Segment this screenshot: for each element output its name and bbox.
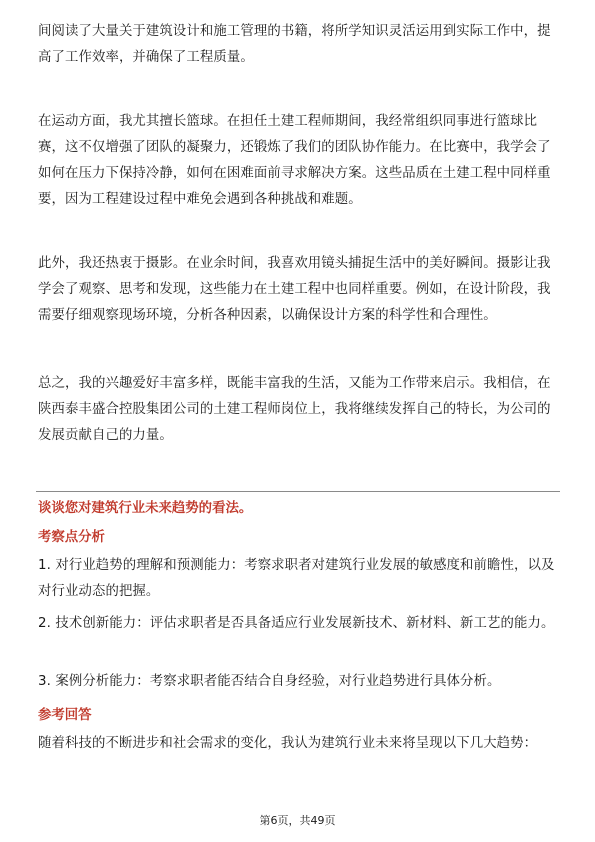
page-number: 第6页，共49页 <box>259 814 336 827</box>
section-divider <box>36 491 560 492</box>
answer-intro: 随着科技的不断进步和社会需求的变化，我认为建筑行业未来将呈现以下几大趋势： <box>38 736 538 751</box>
analysis-point-1: 1. 对行业趋势的理解和预测能力：考察求职者对建筑行业发展的敏感度和前瞻性，以及对行业动态的把握。 <box>38 558 555 599</box>
analysis-heading: 考察点分析 <box>38 530 105 545</box>
paragraph-summary: 总之，我的兴趣爱好丰富多样，既能丰富我的生活，又能为工作带来启示。我相信，在陕西泰丰盛合控股集团公司的土建工程师岗位上，我将继续发挥自己的特长，为公司的发展贡献自己的力量。 <box>38 376 551 443</box>
analysis-point-2: 2. 技术创新能力：评估求职者是否具备适应行业发展新技术、新材料、新工艺的能力。 <box>38 616 555 631</box>
paragraph-photography: 此外，我还热衷于摄影。在业余时间，我喜欢用镜头捕捉生活中的美好瞬间。摄影让我学会了观察、思考和发现，这些能力在土建工程中也同样重要。例如，在设计阶段，我需要仔细观察现场环境，分析各种因素，以确保设计方案的科学性和合理性。 <box>38 256 551 323</box>
analysis-point-3: 3. 案例分析能力：考察求职者能否结合自身经验，对行业趋势进行具体分析。 <box>38 674 501 689</box>
answer-heading: 参考回答 <box>38 708 92 723</box>
paragraph-basketball: 在运动方面，我尤其擅长篮球。在担任土建工程师期间，我经常组织同事进行篮球比赛，这不仅增强了团队的凝聚力，还锻炼了我们的团队协作能力。在比赛中，我学会了如何在压力下保持冷静，如何在困难面前寻求解决方案。这些品质在土建工程中同样重要，因为工程建设过程中难免会遇到各种挑战和难题。 <box>38 114 551 207</box>
paragraph-reading: 间阅读了大量关于建筑设计和施工管理的书籍，将所学知识灵活运用到实际工作中，提高了工作效率，并确保了工程质量。 <box>38 24 551 65</box>
question-title: 谈谈您对建筑行业未来趋势的看法。 <box>38 501 253 516</box>
